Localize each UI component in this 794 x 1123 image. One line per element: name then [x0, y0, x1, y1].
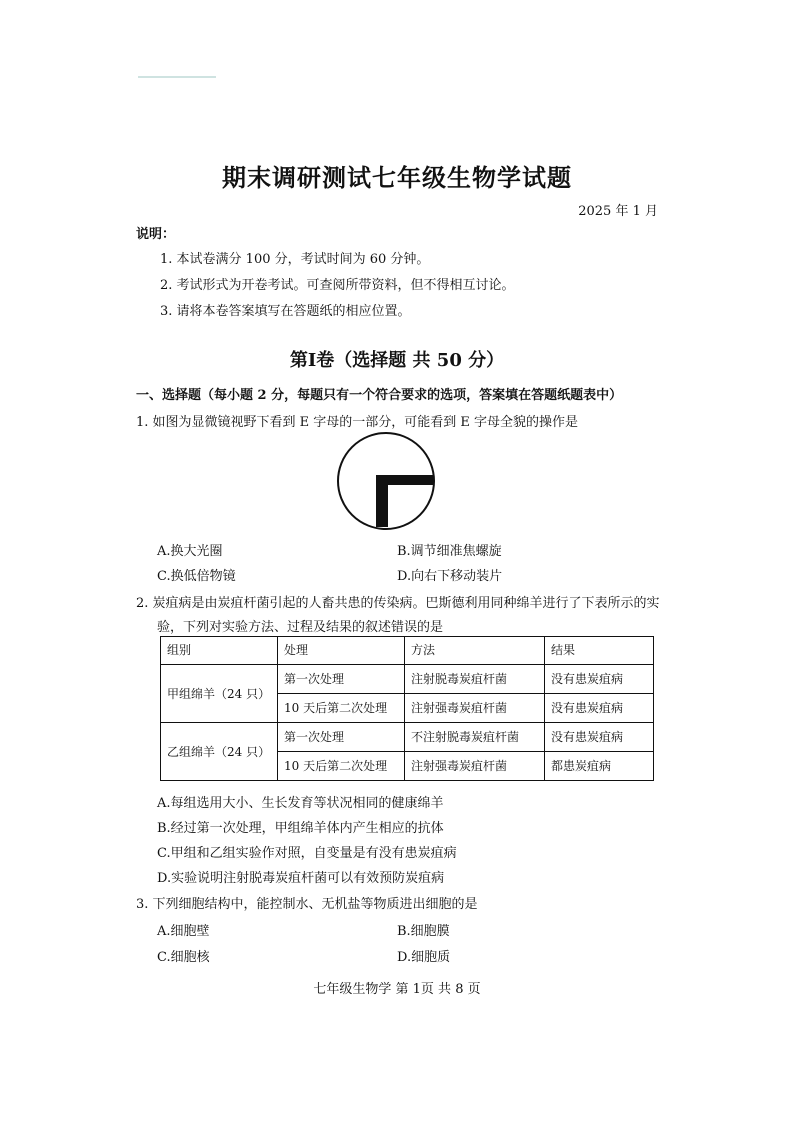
- table-cell: 10 天后第二次处理: [278, 694, 405, 723]
- q1-option-b: B.调节细准焦螺旋: [397, 544, 502, 559]
- q2-option-a: A.每组选用大小、生长发育等状况相同的健康绵羊: [157, 796, 444, 811]
- q1-option-d: D.向右下移动装片: [397, 569, 503, 584]
- table-cell: 第一次处理: [278, 665, 405, 694]
- table-cell: 注射脱毒炭疽杆菌: [405, 665, 545, 694]
- question-3-stem: 3. 下列细胞结构中，能控制水、无机盐等物质进出细胞的是: [136, 897, 478, 912]
- q2-option-b: B.经过第一次处理，甲组绵羊体内产生相应的抗体: [157, 821, 444, 836]
- group-cell: 乙组绵羊（24 只）: [161, 723, 278, 781]
- table-header-cell: 处理: [278, 637, 405, 665]
- table-cell: 没有患炭疽病: [545, 665, 654, 694]
- note-item: 3. 请将本卷答案填写在答题纸的相应位置。: [160, 304, 411, 319]
- table-cell: 注射强毒炭疽杆菌: [405, 752, 545, 781]
- q2-option-c: C.甲组和乙组实验作对照，自变量是有没有患炭疽病: [157, 846, 457, 861]
- table-header-cell: 结果: [545, 637, 654, 665]
- table-row: [161, 723, 654, 752]
- q3-option-a: A.细胞壁: [157, 924, 210, 939]
- letter-e-vertical-stroke: [376, 475, 388, 527]
- page-footer: 七年级生物学 第 1页 共 8 页: [313, 982, 481, 997]
- table-cell: 都患炭疽病: [545, 752, 654, 781]
- table-header-row: [161, 637, 654, 665]
- table-row: [161, 665, 654, 694]
- question-1-stem: 1. 如图为显微镜视野下看到 E 字母的一部分，可能看到 E 字母全貌的操作是: [136, 415, 579, 430]
- scan-mark: [138, 76, 216, 78]
- question-2-stem-line2: 验，下列对实验方法、过程及结果的叙述错误的是: [157, 620, 444, 635]
- table-cell: 不注射脱毒炭疽杆菌: [405, 723, 545, 752]
- q3-option-c: C.细胞核: [157, 950, 210, 965]
- note-item: 1. 本试卷满分 100 分，考试时间为 60 分钟。: [160, 252, 430, 267]
- question-2-stem-line1: 2. 炭疽病是由炭疽杆菌引起的人畜共患的传染病。巴斯德利用同种绵羊进行了下表所示的实: [136, 596, 660, 611]
- q3-option-d: D.细胞质: [397, 950, 451, 965]
- table-cell: 注射强毒炭疽杆菌: [405, 694, 545, 723]
- q1-option-a: A.换大光圈: [157, 544, 223, 559]
- table-cell: 没有患炭疽病: [545, 723, 654, 752]
- note-item: 2. 考试形式为开卷考试。可查阅所带资料，但不得相互讨论。: [160, 278, 515, 293]
- q3-option-b: B.细胞膜: [397, 924, 450, 939]
- experiment-table: [160, 636, 654, 781]
- page-title: 期末调研测试七年级生物学试题: [222, 163, 572, 192]
- group-cell: 甲组绵羊（24 只）: [161, 665, 278, 723]
- exam-date: 2025 年 1 月: [578, 204, 658, 219]
- table-cell: 第一次处理: [278, 723, 405, 752]
- notes-label: 说明：: [136, 227, 176, 242]
- table-cell: 10 天后第二次处理: [278, 752, 405, 781]
- q1-option-c: C.换低倍物镜: [157, 569, 236, 584]
- section-title: 第Ⅰ卷（选择题 共 50 分）: [289, 350, 505, 371]
- table-header-cell: 组别: [161, 637, 278, 665]
- q2-option-d: D.实验说明注射脱毒炭疽杆菌可以有效预防炭疽病: [157, 871, 445, 886]
- table-header-cell: 方法: [405, 637, 545, 665]
- part-heading: 一、选择题（每小题 2 分，每题只有一个符合要求的选项，答案填在答题纸题表中）: [136, 388, 623, 403]
- table-cell: 没有患炭疽病: [545, 694, 654, 723]
- microscope-field-figure: [336, 431, 436, 531]
